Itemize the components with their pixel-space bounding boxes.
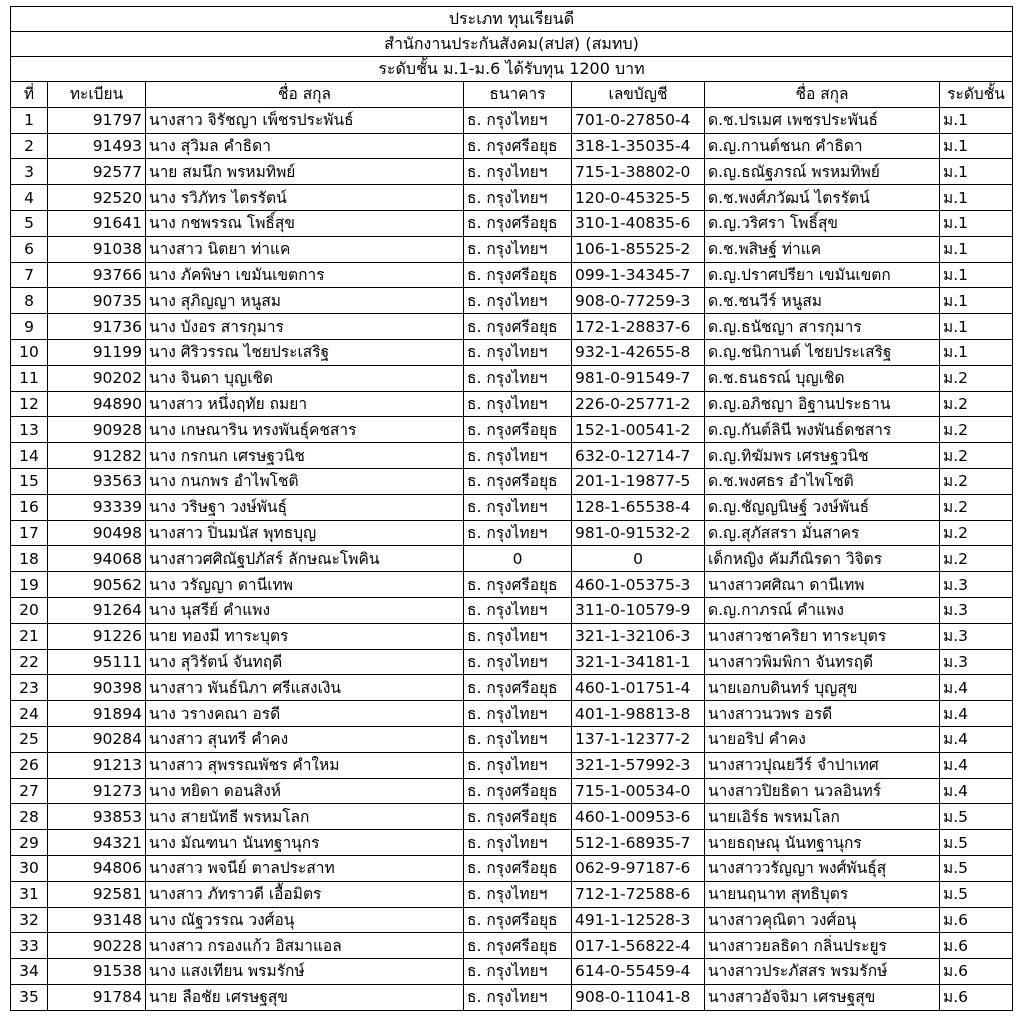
cell-child: นางสาวศศิณา ดานีเทพ xyxy=(705,572,940,598)
table-row xyxy=(11,959,1013,985)
cell-child: ด.ญ.สุภัสสรา มั่นสาคร xyxy=(705,520,940,546)
cell-bank: ธ. กรุงศรีอยุธ xyxy=(464,417,572,443)
cell-no: 21 xyxy=(11,623,48,649)
cell-no: 26 xyxy=(11,752,48,778)
cell-reg: 91226 xyxy=(48,623,146,649)
table-row xyxy=(11,623,1013,649)
cell-reg: 94890 xyxy=(48,391,146,417)
header-reg: ทะเบียน xyxy=(48,82,146,108)
cell-level: ม.1 xyxy=(940,210,1013,236)
cell-no: 31 xyxy=(11,881,48,907)
cell-reg: 92520 xyxy=(48,185,146,211)
cell-child: ด.ญ.ทิฆัมพร เศรษฐวนิช xyxy=(705,443,940,469)
cell-account: 311-0-10579-9 xyxy=(572,597,705,623)
level-amount-title: ระดับชั้น ม.1-ม.6 ได้รับทุน 1200 บาท xyxy=(11,57,1013,82)
table-row xyxy=(11,546,1013,572)
cell-name: นาง กรกนก เศรษฐวนิช xyxy=(146,443,464,469)
cell-child: ด.ช.พงศ์ภวัฒน์ ไตรรัตน์ xyxy=(705,185,940,211)
cell-no: 13 xyxy=(11,417,48,443)
table-row xyxy=(11,984,1013,1010)
cell-child: ด.ญ.ธนัชญา สารกุมาร xyxy=(705,314,940,340)
cell-level: ม.1 xyxy=(940,133,1013,159)
header-row xyxy=(11,82,1013,108)
cell-no: 17 xyxy=(11,520,48,546)
cell-name: นาย ลือชัย เศรษฐสุข xyxy=(146,984,464,1010)
cell-reg: 92577 xyxy=(48,159,146,185)
cell-no: 8 xyxy=(11,288,48,314)
table-row xyxy=(11,881,1013,907)
cell-name: นางสาว หนึ่งฤทัย ถมยา xyxy=(146,391,464,417)
cell-bank: ธ. กรุงไทยฯ xyxy=(464,236,572,262)
cell-reg: 91199 xyxy=(48,339,146,365)
table-row xyxy=(11,133,1013,159)
cell-reg: 90228 xyxy=(48,933,146,959)
table-row xyxy=(11,597,1013,623)
cell-level: ม.2 xyxy=(940,391,1013,417)
cell-name: นาง สุภิญญา หนูสม xyxy=(146,288,464,314)
cell-level: ม.6 xyxy=(940,907,1013,933)
cell-name: นาง สายนัทธี พรหมโลก xyxy=(146,804,464,830)
cell-child: ด.ญ.ธณัฐภรณ์ พรหมทิพย์ xyxy=(705,159,940,185)
cell-account: 128-1-65538-4 xyxy=(572,494,705,520)
cell-account: 460-1-00953-6 xyxy=(572,804,705,830)
cell-child: ด.ญ.กานต์ชนก คำธิดา xyxy=(705,133,940,159)
sheet-title: ประเภท ทุนเรียนดี xyxy=(11,7,1013,32)
cell-name: นาง สุวิมล คำธิดา xyxy=(146,133,464,159)
cell-child: นางสาวยลธิดา กลิ่นประยูร xyxy=(705,933,940,959)
cell-bank: ธ. กรุงไทยฯ xyxy=(464,365,572,391)
cell-name: นาง วรัญญา ดานีเทพ xyxy=(146,572,464,598)
cell-name: นาง สุวิรัตน์ จันทฤดี xyxy=(146,649,464,675)
cell-account: 908-0-77259-3 xyxy=(572,288,705,314)
table-row xyxy=(11,262,1013,288)
cell-no: 15 xyxy=(11,468,48,494)
table-row xyxy=(11,675,1013,701)
cell-no: 28 xyxy=(11,804,48,830)
cell-reg: 91493 xyxy=(48,133,146,159)
cell-level: ม.4 xyxy=(940,701,1013,727)
table-row xyxy=(11,365,1013,391)
cell-level: ม.4 xyxy=(940,675,1013,701)
cell-name: นางสาว พจนีย์ ตาลประสาท xyxy=(146,855,464,881)
cell-account: 321-1-32106-3 xyxy=(572,623,705,649)
cell-account: 310-1-40835-6 xyxy=(572,210,705,236)
cell-bank: ธ. กรุงศรีอยุธ xyxy=(464,210,572,236)
cell-bank: ธ. กรุงไทยฯ xyxy=(464,726,572,752)
cell-bank: ธ. กรุงไทยฯ xyxy=(464,623,572,649)
table-row xyxy=(11,210,1013,236)
cell-no: 22 xyxy=(11,649,48,675)
cell-account: 0 xyxy=(572,546,705,572)
cell-bank: ธ. กรุงศรีอยุธ xyxy=(464,133,572,159)
cell-name: นาย สมนึก พรหมทิพย์ xyxy=(146,159,464,185)
cell-level: ม.2 xyxy=(940,365,1013,391)
cell-no: 24 xyxy=(11,701,48,727)
cell-level: ม.2 xyxy=(940,468,1013,494)
table-row xyxy=(11,417,1013,443)
cell-no: 18 xyxy=(11,546,48,572)
cell-reg: 90562 xyxy=(48,572,146,598)
table-row xyxy=(11,494,1013,520)
cell-level: ม.6 xyxy=(940,959,1013,985)
cell-bank: ธ. กรุงไทยฯ xyxy=(464,830,572,856)
cell-level: ม.2 xyxy=(940,546,1013,572)
cell-child: ด.ช.ธนธรณ์ บุญเชิด xyxy=(705,365,940,391)
cell-name: นางสาว ภัทราวดี เอื้อมิตร xyxy=(146,881,464,907)
cell-name: นาง จินดา บุญเชิด xyxy=(146,365,464,391)
table-row xyxy=(11,778,1013,804)
table-row xyxy=(11,907,1013,933)
cell-no: 35 xyxy=(11,984,48,1010)
table-row xyxy=(11,107,1013,133)
cell-child: นายเอกบดินทร์ บุญสุข xyxy=(705,675,940,701)
cell-reg: 94806 xyxy=(48,855,146,881)
cell-account: 401-1-98813-8 xyxy=(572,701,705,727)
cell-reg: 93563 xyxy=(48,468,146,494)
cell-bank: ธ. กรุงไทยฯ xyxy=(464,752,572,778)
cell-reg: 90398 xyxy=(48,675,146,701)
cell-child: ด.ญ.ชนิกานต์ ไชยประเสริฐ xyxy=(705,339,940,365)
cell-account: 701-0-27850-4 xyxy=(572,107,705,133)
header-no: ที่ xyxy=(11,82,48,108)
cell-no: 20 xyxy=(11,597,48,623)
cell-child: นางสาวปุณยวีร์ จำปาเทศ xyxy=(705,752,940,778)
cell-level: ม.1 xyxy=(940,185,1013,211)
cell-name: นาง วริษฐา วงษ์พันธุ์ xyxy=(146,494,464,520)
cell-reg: 91038 xyxy=(48,236,146,262)
cell-reg: 90498 xyxy=(48,520,146,546)
cell-reg: 91641 xyxy=(48,210,146,236)
cell-level: ม.4 xyxy=(940,778,1013,804)
table-row xyxy=(11,314,1013,340)
cell-account: 715-1-00534-0 xyxy=(572,778,705,804)
cell-name: นาง ภัคพิษา เขมันเขตการ xyxy=(146,262,464,288)
table-row xyxy=(11,443,1013,469)
cell-bank: ธ. กรุงไทยฯ xyxy=(464,881,572,907)
cell-child: นางสาววรัญญา พงศ์พันธุ์สุ xyxy=(705,855,940,881)
cell-no: 6 xyxy=(11,236,48,262)
cell-level: ม.2 xyxy=(940,417,1013,443)
cell-account: 460-1-01751-4 xyxy=(572,675,705,701)
cell-account: 226-0-25771-2 xyxy=(572,391,705,417)
cell-level: ม.1 xyxy=(940,262,1013,288)
table-row xyxy=(11,185,1013,211)
cell-account: 321-1-34181-1 xyxy=(572,649,705,675)
cell-account: 932-1-42655-8 xyxy=(572,339,705,365)
table-row xyxy=(11,391,1013,417)
cell-level: ม.1 xyxy=(940,288,1013,314)
cell-name: นางสาว สุพรรณพัชร คำใหม xyxy=(146,752,464,778)
cell-child: นายนฤนาท สุทธิบุตร xyxy=(705,881,940,907)
cell-level: ม.3 xyxy=(940,623,1013,649)
table-row xyxy=(11,649,1013,675)
cell-level: ม.5 xyxy=(940,881,1013,907)
cell-account: 321-1-57992-3 xyxy=(572,752,705,778)
cell-name: นาง ทยิดา ดอนสิงห์ xyxy=(146,778,464,804)
cell-bank: ธ. กรุงไทยฯ xyxy=(464,391,572,417)
cell-bank: ธ. กรุงศรีอยุธ xyxy=(464,262,572,288)
cell-level: ม.1 xyxy=(940,314,1013,340)
cell-no: 9 xyxy=(11,314,48,340)
cell-account: 460-1-05375-3 xyxy=(572,572,705,598)
cell-bank: ธ. กรุงไทยฯ xyxy=(464,185,572,211)
cell-name: นางสาว สุนทรี คำคง xyxy=(146,726,464,752)
cell-child: นายอริป คำคง xyxy=(705,726,940,752)
cell-reg: 91894 xyxy=(48,701,146,727)
cell-account: 318-1-35035-4 xyxy=(572,133,705,159)
cell-no: 7 xyxy=(11,262,48,288)
cell-bank: ธ. กรุงไทยฯ xyxy=(464,984,572,1010)
header-level: ระดับชั้น xyxy=(940,82,1013,108)
cell-account: 172-1-28837-6 xyxy=(572,314,705,340)
cell-account: 981-0-91549-7 xyxy=(572,365,705,391)
cell-child: ด.ช.ชนวีร์ หนูสม xyxy=(705,288,940,314)
cell-bank: 0 xyxy=(464,546,572,572)
cell-reg: 94321 xyxy=(48,830,146,856)
cell-bank: ธ. กรุงศรีอยุธ xyxy=(464,855,572,881)
cell-child: ด.ญ.ชัญญนิษฐ์ วงษ์พันธ์ xyxy=(705,494,940,520)
table-row xyxy=(11,288,1013,314)
cell-child: ด.ช.พสิษฐ์ ท่าแค xyxy=(705,236,940,262)
table-row xyxy=(11,339,1013,365)
cell-name: นางสาว นิตยา ท่าแค xyxy=(146,236,464,262)
cell-level: ม.1 xyxy=(940,236,1013,262)
cell-reg: 91264 xyxy=(48,597,146,623)
cell-child: นางสาวนวพร อรดี xyxy=(705,701,940,727)
cell-child: นางสาวชาคริยา ทาระบุตร xyxy=(705,623,940,649)
cell-child: ด.ช.พงศธร อำไพโชติ xyxy=(705,468,940,494)
cell-name: นาง บังอร สารกุมาร xyxy=(146,314,464,340)
header-account: เลขบัญชี xyxy=(572,82,705,108)
cell-bank: ธ. กรุงไทยฯ xyxy=(464,597,572,623)
cell-reg: 91273 xyxy=(48,778,146,804)
table-row xyxy=(11,804,1013,830)
cell-reg: 94068 xyxy=(48,546,146,572)
cell-bank: ธ. กรุงศรีอยุธ xyxy=(464,907,572,933)
cell-bank: ธ. กรุงศรีอยุธ xyxy=(464,778,572,804)
cell-bank: ธ. กรุงศรีอยุธ xyxy=(464,314,572,340)
cell-no: 33 xyxy=(11,933,48,959)
cell-no: 10 xyxy=(11,339,48,365)
header-child: ชื่อ สกุล xyxy=(705,82,940,108)
cell-account: 106-1-85525-2 xyxy=(572,236,705,262)
cell-level: ม.6 xyxy=(940,984,1013,1010)
cell-bank: ธ. กรุงไทยฯ xyxy=(464,107,572,133)
cell-reg: 91736 xyxy=(48,314,146,340)
table-row xyxy=(11,855,1013,881)
cell-reg: 93766 xyxy=(48,262,146,288)
cell-account: 062-9-97187-6 xyxy=(572,855,705,881)
cell-child: ด.ช.ปรเมศ เพชรประพันธ์ xyxy=(705,107,940,133)
cell-reg: 90735 xyxy=(48,288,146,314)
cell-account: 715-1-38802-0 xyxy=(572,159,705,185)
scholarship-table xyxy=(10,6,1013,1011)
cell-child: ด.ญ.กาภรณ์ คำแพง xyxy=(705,597,940,623)
cell-bank: ธ. กรุงไทยฯ xyxy=(464,494,572,520)
cell-no: 32 xyxy=(11,907,48,933)
title-row-3 xyxy=(11,57,1013,82)
cell-level: ม.3 xyxy=(940,572,1013,598)
cell-no: 12 xyxy=(11,391,48,417)
cell-name: นาง แสงเทียน พรมรักษ์ xyxy=(146,959,464,985)
cell-level: ม.1 xyxy=(940,159,1013,185)
cell-level: ม.4 xyxy=(940,752,1013,778)
header-bank: ธนาคาร xyxy=(464,82,572,108)
cell-bank: ธ. กรุงไทยฯ xyxy=(464,701,572,727)
cell-bank: ธ. กรุงไทยฯ xyxy=(464,339,572,365)
cell-reg: 93148 xyxy=(48,907,146,933)
cell-no: 34 xyxy=(11,959,48,985)
cell-reg: 91538 xyxy=(48,959,146,985)
cell-bank: ธ. กรุงศรีอยุธ xyxy=(464,675,572,701)
cell-no: 29 xyxy=(11,830,48,856)
cell-name: นางสาวศศิณัฐปภัสร์ ลักษณะโพคิน xyxy=(146,546,464,572)
cell-account: 017-1-56822-4 xyxy=(572,933,705,959)
cell-name: นางสาว ปิ่นมนัส พุทธบุญ xyxy=(146,520,464,546)
cell-no: 4 xyxy=(11,185,48,211)
cell-account: 981-0-91532-2 xyxy=(572,520,705,546)
cell-bank: ธ. กรุงไทยฯ xyxy=(464,288,572,314)
cell-level: ม.3 xyxy=(940,649,1013,675)
cell-name: นาง ณัฐวรรณ วงศ์อนุ xyxy=(146,907,464,933)
cell-account: 512-1-68935-7 xyxy=(572,830,705,856)
cell-account: 491-1-12528-3 xyxy=(572,907,705,933)
cell-name: นางสาว พันธ์นิภา ศรีแสงเงิน xyxy=(146,675,464,701)
cell-level: ม.1 xyxy=(940,339,1013,365)
cell-bank: ธ. กรุงศรีอยุธ xyxy=(464,933,572,959)
cell-name: นาง วรางคณา อรดี xyxy=(146,701,464,727)
cell-child: ด.ญ.กันต์ลินี พงพันธ์ดชสาร xyxy=(705,417,940,443)
cell-name: นาง มัณฑนา นันทฐานุกร xyxy=(146,830,464,856)
cell-level: ม.2 xyxy=(940,443,1013,469)
cell-reg: 90202 xyxy=(48,365,146,391)
cell-reg: 91213 xyxy=(48,752,146,778)
cell-name: นางสาว กรองแก้ว อิสมาแอล xyxy=(146,933,464,959)
cell-no: 11 xyxy=(11,365,48,391)
table-row xyxy=(11,933,1013,959)
cell-account: 099-1-34345-7 xyxy=(572,262,705,288)
cell-level: ม.3 xyxy=(940,597,1013,623)
cell-level: ม.5 xyxy=(940,830,1013,856)
cell-reg: 91282 xyxy=(48,443,146,469)
cell-child: นางสาวคุณิตา วงศ์อนุ xyxy=(705,907,940,933)
cell-account: 908-0-11041-8 xyxy=(572,984,705,1010)
cell-level: ม.2 xyxy=(940,520,1013,546)
cell-level: ม.2 xyxy=(940,494,1013,520)
table-row xyxy=(11,520,1013,546)
cell-reg: 95111 xyxy=(48,649,146,675)
cell-level: ม.4 xyxy=(940,726,1013,752)
cell-child: นายเอิร์ธ พรหมโลก xyxy=(705,804,940,830)
cell-reg: 91784 xyxy=(48,984,146,1010)
cell-bank: ธ. กรุงศรีอยุธ xyxy=(464,468,572,494)
cell-bank: ธ. กรุงไทยฯ xyxy=(464,959,572,985)
cell-child: ด.ญ.อภิชญา อิฐานประธาน xyxy=(705,391,940,417)
table-row xyxy=(11,830,1013,856)
cell-name: นางสาว จิรัชญา เพ็ชรประพันธ์ xyxy=(146,107,464,133)
cell-reg: 90928 xyxy=(48,417,146,443)
cell-account: 152-1-00541-2 xyxy=(572,417,705,443)
cell-account: 614-0-55459-4 xyxy=(572,959,705,985)
cell-no: 25 xyxy=(11,726,48,752)
cell-reg: 93339 xyxy=(48,494,146,520)
cell-no: 27 xyxy=(11,778,48,804)
cell-no: 5 xyxy=(11,210,48,236)
cell-reg: 93853 xyxy=(48,804,146,830)
cell-account: 120-0-45325-5 xyxy=(572,185,705,211)
cell-no: 16 xyxy=(11,494,48,520)
cell-name: นาง นุสรีย์ คำแพง xyxy=(146,597,464,623)
cell-level: ม.5 xyxy=(940,855,1013,881)
cell-no: 14 xyxy=(11,443,48,469)
cell-child: นางสาวประภัสสร พรมรักษ์ xyxy=(705,959,940,985)
cell-no: 2 xyxy=(11,133,48,159)
cell-reg: 92581 xyxy=(48,881,146,907)
cell-no: 23 xyxy=(11,675,48,701)
cell-bank: ธ. กรุงไทยฯ xyxy=(464,159,572,185)
cell-no: 1 xyxy=(11,107,48,133)
cell-no: 3 xyxy=(11,159,48,185)
cell-level: ม.6 xyxy=(940,933,1013,959)
cell-level: ม.1 xyxy=(940,107,1013,133)
title-row-2 xyxy=(11,32,1013,57)
cell-name: นาง รวิภัทร ไตรรัตน์ xyxy=(146,185,464,211)
cell-level: ม.5 xyxy=(940,804,1013,830)
cell-name: นาง กนกพร อำไพโชติ xyxy=(146,468,464,494)
cell-child: ด.ญ.ปราศปรียา เขมันเขตก xyxy=(705,262,940,288)
table-row xyxy=(11,572,1013,598)
cell-account: 137-1-12377-2 xyxy=(572,726,705,752)
cell-account: 632-0-12714-7 xyxy=(572,443,705,469)
cell-name: นาง ศิริวรรณ ไชยประเสริฐ xyxy=(146,339,464,365)
cell-reg: 91797 xyxy=(48,107,146,133)
cell-name: นาง กชพรรณ โพธิ์สุข xyxy=(146,210,464,236)
title-row-1 xyxy=(11,7,1013,32)
cell-child: นางสาวปิยธิดา นวลอินทร์ xyxy=(705,778,940,804)
cell-bank: ธ. กรุงไทยฯ xyxy=(464,520,572,546)
cell-child: เด็กหญิง คัมภีณิรดา วิจิตร xyxy=(705,546,940,572)
table-row xyxy=(11,159,1013,185)
table-row xyxy=(11,701,1013,727)
cell-child: นางสาวอัจจิมา เศรษฐสุข xyxy=(705,984,940,1010)
header-name: ชื่อ สกุล xyxy=(146,82,464,108)
cell-no: 30 xyxy=(11,855,48,881)
cell-name: นาง เกษณาริน ทรงพันธุ์คชสาร xyxy=(146,417,464,443)
cell-account: 201-1-19877-5 xyxy=(572,468,705,494)
table-row xyxy=(11,468,1013,494)
cell-bank: ธ. กรุงศรีอยุธ xyxy=(464,804,572,830)
cell-reg: 90284 xyxy=(48,726,146,752)
cell-account: 712-1-72588-6 xyxy=(572,881,705,907)
cell-child: นายธฤษณุ นันทฐานุกร xyxy=(705,830,940,856)
cell-no: 19 xyxy=(11,572,48,598)
agency-title: สำนักงานประกันสังคม(สปส) (สมทบ) xyxy=(11,32,1013,57)
table-row xyxy=(11,236,1013,262)
cell-bank: ธ. กรุงไทยฯ xyxy=(464,443,572,469)
cell-bank: ธ. กรุงศรีอยุธ xyxy=(464,572,572,598)
cell-child: นางสาวพิมพิกา จันทรฤดี xyxy=(705,649,940,675)
cell-child: ด.ญ.วริศรา โพธิ์สุข xyxy=(705,210,940,236)
cell-name: นาย ทองมี ทาระบุตร xyxy=(146,623,464,649)
cell-bank: ธ. กรุงไทยฯ xyxy=(464,649,572,675)
table-row xyxy=(11,752,1013,778)
table-row xyxy=(11,726,1013,752)
